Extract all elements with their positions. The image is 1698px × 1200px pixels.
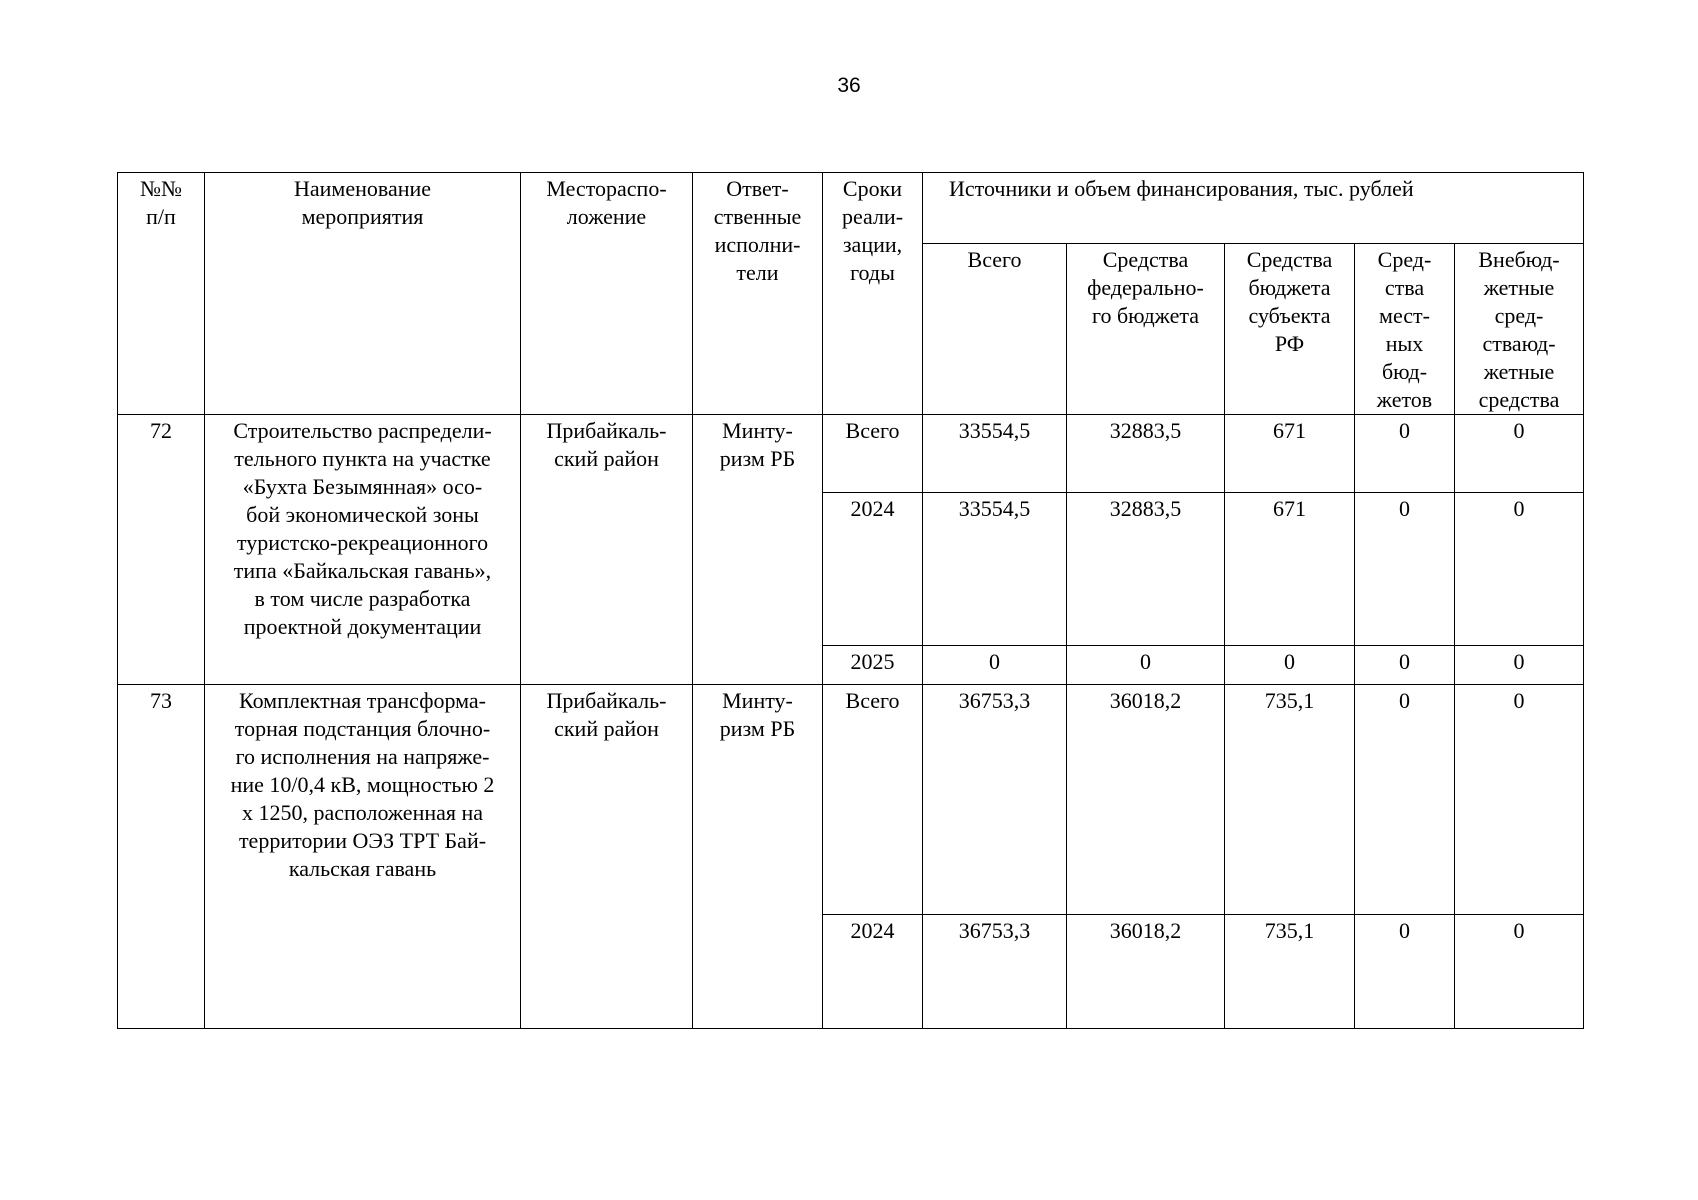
cell-period: 2024 [823,915,923,1029]
cell-extrabudget: 0 [1455,646,1584,685]
header-subject: Средства бюджета субъекта РФ [1225,244,1355,415]
header-name: Наименование мероприятия [205,173,521,415]
cell-federal: 32883,5 [1067,493,1225,646]
header-total: Всего [923,244,1067,415]
cell-subject: 671 [1225,415,1355,493]
row-num: 72 [118,415,205,685]
row-num: 73 [118,685,205,1029]
cell-total: 33554,5 [923,415,1067,493]
cell-local: 0 [1355,685,1455,915]
cell-federal: 36018,2 [1067,685,1225,915]
page-number: 36 [837,74,861,97]
header-row [118,173,1584,244]
row-location: Прибайкаль- ский район [521,415,693,685]
cell-subject: 735,1 [1225,685,1355,915]
cell-subject: 671 [1225,493,1355,646]
cell-total: 36753,3 [923,685,1067,915]
cell-federal: 0 [1067,646,1225,685]
table-row [118,415,1584,493]
header-local: Сред- ства мест- ных бюд- жетов [1355,244,1455,415]
cell-extrabudget: 0 [1455,493,1584,646]
cell-period: Всего [823,415,923,493]
cell-extrabudget: 0 [1455,915,1584,1029]
table-row [118,685,1584,915]
row-name: Строительство распредели- тельного пункта на участке «Бухта Безымянная» осо- бой экономической зоны туристско-рекреационного типа «Байкальская гавань», в том числе разработка проектной документации [205,415,521,685]
header-period: Сроки реали- зации, годы [823,173,923,415]
cell-local: 0 [1355,415,1455,493]
cell-subject: 735,1 [1225,915,1355,1029]
cell-period: Всего [823,685,923,915]
header-funding-group: Источники и объем финансирования, тыс. рублей [923,173,1584,244]
cell-extrabudget: 0 [1455,685,1584,915]
cell-local: 0 [1355,646,1455,685]
cell-period: 2025 [823,646,923,685]
row-executors: Минту- ризм РБ [693,685,823,1029]
financing-table [117,172,1584,1029]
row-location: Прибайкаль- ский район [521,685,693,1029]
cell-total: 36753,3 [923,915,1067,1029]
cell-total: 0 [923,646,1067,685]
header-location: Местораспо- ложение [521,173,693,415]
cell-subject: 0 [1225,646,1355,685]
row-executors: Минту- ризм РБ [693,415,823,685]
header-num: №№ п/п [118,173,205,415]
cell-local: 0 [1355,493,1455,646]
cell-local: 0 [1355,915,1455,1029]
header-executors: Ответ- ственные исполни- тели [693,173,823,415]
header-federal: Средства федерально- го бюджета [1067,244,1225,415]
cell-extrabudget: 0 [1455,415,1584,493]
cell-federal: 36018,2 [1067,915,1225,1029]
cell-federal: 32883,5 [1067,415,1225,493]
cell-period: 2024 [823,493,923,646]
row-name: Комплектная трансформа- торная подстанция блочно- го исполнения на напряже- ние 10/0,4 кВ, мощностью 2 х 1250, расположенная на территории ОЭЗ ТРТ Бай- кальская гавань [205,685,521,1029]
cell-total: 33554,5 [923,493,1067,646]
header-extrabudget: Внебюд- жетные сред- стваюд- жетные средства [1455,244,1584,415]
